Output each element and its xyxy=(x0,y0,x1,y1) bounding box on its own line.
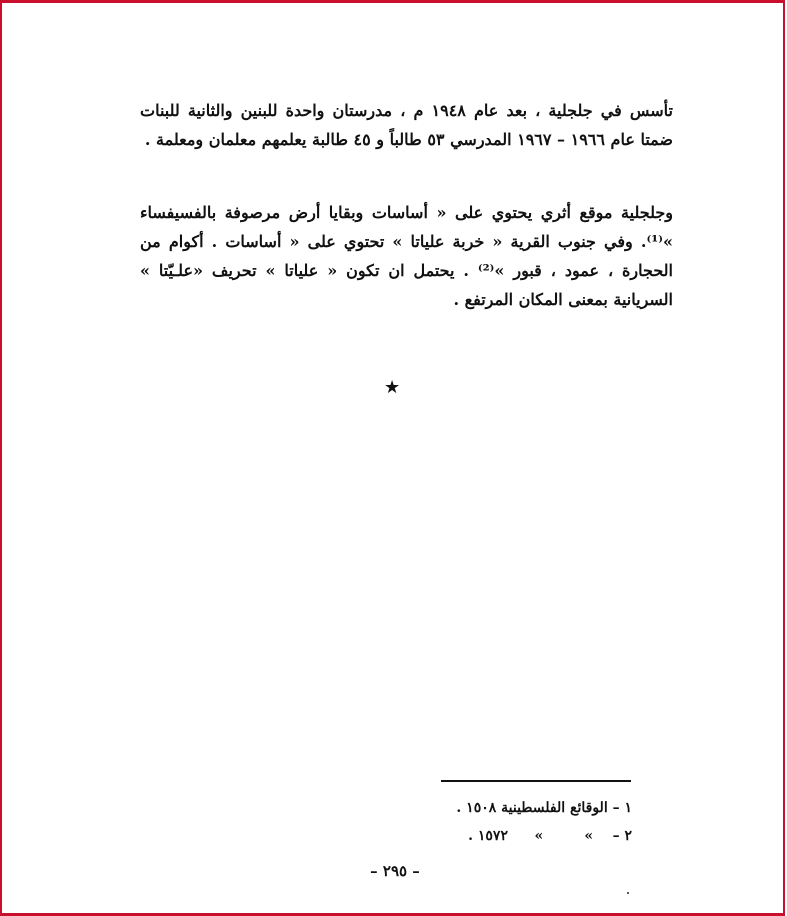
footnote-rule xyxy=(441,780,631,782)
star-separator-icon: ★ xyxy=(384,377,401,398)
paragraph-archaeology xyxy=(140,198,673,314)
footnote-2-page: ١٥٧٢ . xyxy=(468,828,508,844)
paragraph-schools-text: تأسس في جلجلية ، بعد عام ١٩٤٨ م ، مدرستان واحدة للبنين والثانية للبنات ضمتا عام ١٩٦٦ – ١٩٦٧ المدرسي ٥٣ طالباً و ٤٥ طالبة يعلمهم معلمان ومعلمة . xyxy=(140,101,673,149)
footnotes xyxy=(440,794,632,850)
footnote-2-ditto-1: » xyxy=(584,828,594,844)
scan-speck xyxy=(627,892,629,894)
footnote-1: ١ – الوقائع الفلسطينية ١٥٠٨ . xyxy=(456,800,632,816)
footnote-2 xyxy=(440,822,632,850)
footnote-2-number: ٢ – xyxy=(612,828,632,844)
page-number: – ٢٩٥ – xyxy=(370,862,420,880)
footnote-2-ditto-2: » xyxy=(534,828,544,844)
paragraph-schools xyxy=(140,96,673,154)
paragraph-archaeology-text: وجلجلية موقع أثري يحتوي على « أساسات وبقايا أرض مرصوفة بالفسيفساء »⁽¹⁾. وفي جنوب القرية « خربة علياتا » تحتوي على « أساسات . أكوام من الحجارة ، عمود ، قبور »⁽²⁾ . يحتمل ان تكون « علياتا » تحريف «علـيّتا » السريانية بمعنى المكان المرتفع . xyxy=(140,203,673,309)
